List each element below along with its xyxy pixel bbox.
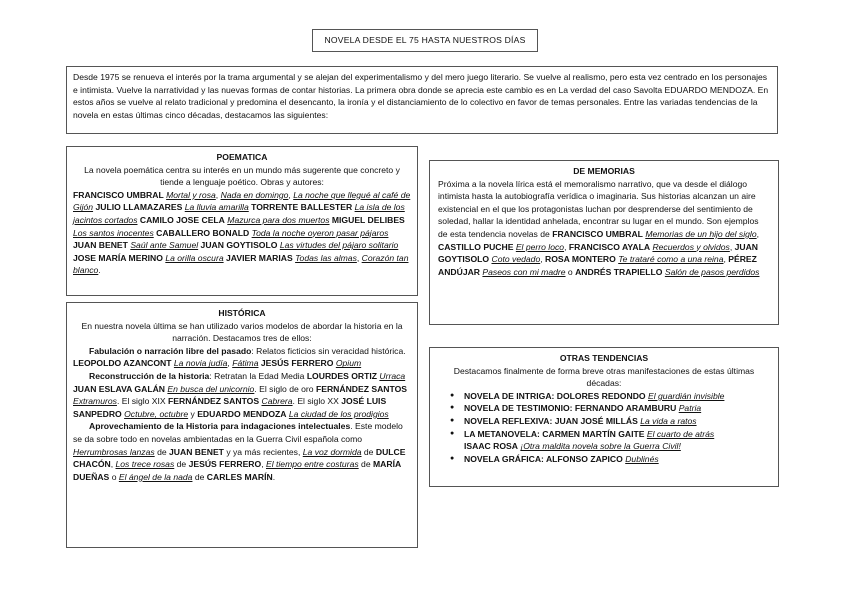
- list-item: ● NOVELA DE INTRIGA: DOLORES REDONDO El guardián invisible: [464, 390, 770, 403]
- historica-model-3: Aprovechamiento de la Historia para indagaciones intelectuales. Este modelo se da sobre todo en novelas ambientadas en la Guerra Civil española como Herrumbrosas lanzas de JUAN BENET y ya más recientes, La voz dormida de DULCE CHACÓN, Los trece rosas de JESÚS FERRERO, El tiempo entre costuras de MARÍA DUEÑAS o El ángel de la nada de CARLES MARÍN.: [73, 421, 406, 482]
- historica-intro: En nuestra novela última se han utilizado varios modelos de abordar la historia en la narración. Destacamos tres de ellos:: [81, 320, 403, 344]
- otras-section: [429, 347, 779, 487]
- memorias-section: [429, 160, 779, 325]
- list-item: ● NOVELA DE TESTIMONIO: FERNANDO ARAMBURU Patria: [464, 402, 770, 415]
- otras-list: [438, 390, 770, 466]
- otras-intro: Destacamos finalmente de forma breve otras manifestaciones de estas últimas décadas:: [453, 365, 755, 389]
- memorias-text: Próxima a la novela lírica está el memoralismo narrativo, que va desde el diálogo intimista hasta la autobiografía verídica o imaginaria. Sus historias alcanzan un aire existencial en el que los protagonistas luchan por desprenderse del sentimiento de soledad, hallar la identidad anhelada, encontrar su lugar en el mundo. Son ejemplos de esta tendencia novelas de FRANCISCO UMBRAL Memorias de un hijo del siglo, CASTILLO PUCHE El perro loco, FRANCISCO AYALA Recuerdos y olvidos, JUAN GOYTISOLO Coto vedado, ROSA MONTERO Te trataré como a una reina, PÉREZ ANDÚJAR Paseos con mi madre o ANDRÉS TRAPIELLO Salón de pasos perdidos: [438, 178, 760, 277]
- historica-model-2: Reconstrucción de la historia: Retratan la Edad Media LOURDES ORTIZ Urraca JUAN ESLAVA GALÁN En busca del unicornio. El siglo de oro FERNÁNDEZ SANTOS Extramuros. El siglo XIX FERNÁNDEZ SANTOS Cabrera. El siglo XX JOSÉ LUIS SANPEDRO Octubre, octubre y EDUARDO MENDOZA La ciudad de los prodigios: [73, 370, 408, 419]
- list-item: ● NOVELA GRÁFICA: ALFONSO ZAPICO Dublinés: [464, 453, 770, 466]
- poematica-list: FRANCISCO UMBRAL Mortal y rosa, Nada en domingo, La noche que llegué al café de Gijón JULIO LLAMAZARES La lluvia amarilla TORRENTE BALLESTER La isla de los jacintos cortados CAMILO JOSE CELA Mazurca para dos muertos MIGUEL DELIBES Los santos inocentes CABALLERO BONALD Toda la noche oyeron pasar pájaros JUAN BENET Saúl ante Samuel JUAN GOYTISOLO Las virtudes del pájaro solitario JOSE MARÍA MERINO La orilla oscura JAVIER MARIAS Todas las almas, Corazón tan blanco.: [73, 189, 411, 276]
- memorias-heading: DE MEMORIAS: [573, 166, 635, 176]
- historica-section: [66, 302, 418, 548]
- list-item: ● LA METANOVELA: CARMEN MARTÍN GAITE El cuarto de atrás: [464, 428, 770, 441]
- poematica-section: [66, 146, 418, 296]
- historica-model-1: Fabulación o narración libre del pasado: Relatos ficticios sin veracidad histórica. LEOPOLDO AZANCONT La novia judía, Fátima JESÚS FERRERO Opium: [73, 345, 406, 369]
- poematica-heading: POEMATICA: [216, 152, 268, 162]
- otras-heading: OTRAS TENDENCIAS: [559, 353, 649, 363]
- list-item: ISAAC ROSA ¡Otra maldita novela sobre la Guerra Civil!: [464, 441, 681, 452]
- page-title: NOVELA DESDE EL 75 HASTA NUESTROS DÍAS: [312, 29, 538, 52]
- list-item: ● NOVELA REFLEXIVA: JUAN JOSÉ MILLÁS La vida a ratos: [464, 415, 770, 428]
- intro-paragraph: Desde 1975 se renueva el interés por la trama argumental y se alejan del experimentalismo y del mero juego literario. Se vuelve al realismo, pero esta vez centrado en los personajes e intimista. Vuelve la narratividad y las nuevas formas de contar historias. La primera obra donde se aprecia este cambio es en La verdad del caso Savolta EDUARDO MENDOZA. En estos años se vuelve al relato tradicional y predomina el desencanto, la ironía y el distanciamiento de lo colectivo en favor de temas personales. Entre las variadas tendencias de la novela en estas últimas cinco décadas, destacamos las siguientes:: [66, 66, 778, 134]
- historica-heading: HISTÓRICA: [218, 308, 266, 318]
- poematica-intro: La novela poemática centra su interés en un mundo más sugerente que concreto y tiende a lenguaje poético. Obras y autores:: [84, 164, 400, 188]
